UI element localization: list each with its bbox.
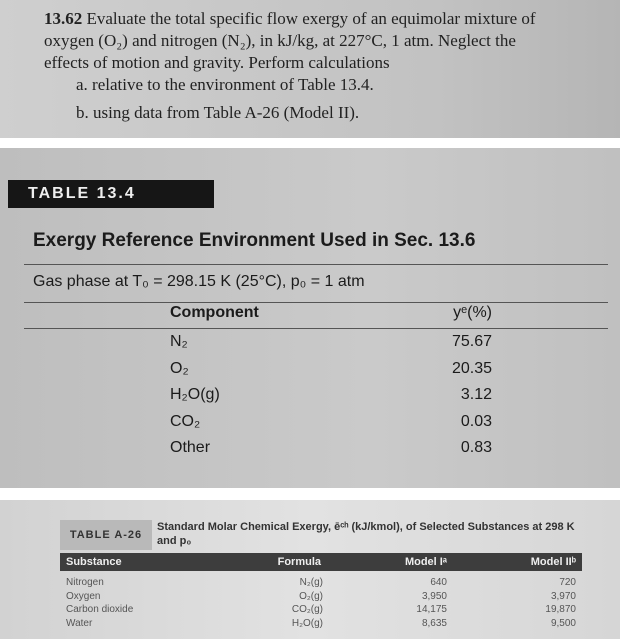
table-title: Exergy Reference Environment Used in Sec. 13.6 bbox=[33, 230, 476, 251]
mole-fraction-cell: 3.12 bbox=[460, 386, 492, 403]
part-text: using data from Table A-26 (Model II). bbox=[93, 103, 360, 122]
substance-cell: Nitrogen bbox=[66, 577, 104, 588]
component-cell: N₂ bbox=[170, 333, 188, 350]
component-cell: CO₂ bbox=[170, 412, 201, 430]
formula-cell: N₂(g) bbox=[299, 577, 323, 588]
model-ii-cell: 3,970 bbox=[550, 590, 576, 602]
problem-statement bbox=[44, 8, 564, 74]
formula-cell: H₂O(g) bbox=[291, 617, 323, 629]
part-b bbox=[76, 102, 359, 124]
model-i-cell: 3,950 bbox=[421, 590, 447, 602]
divider bbox=[24, 328, 608, 329]
mole-fraction-cell: 75.67 bbox=[451, 333, 492, 350]
table-a26-panel bbox=[0, 500, 620, 639]
column-header: Formula bbox=[277, 556, 321, 568]
part-label: b. bbox=[76, 103, 89, 122]
formula-cell: CO₂(g) bbox=[291, 604, 323, 615]
model-ii-cell: 720 bbox=[559, 577, 576, 588]
column-header: Component bbox=[170, 304, 259, 321]
table-header bbox=[60, 553, 582, 571]
part-a bbox=[76, 74, 374, 96]
mole-fraction-cell: 0.03 bbox=[460, 412, 492, 430]
model-ii-cell: 19,870 bbox=[545, 604, 576, 615]
mole-fraction-cell: 20.35 bbox=[451, 359, 492, 377]
problem-number: 13.62 bbox=[44, 9, 83, 28]
model-ii-cell: 9,500 bbox=[550, 617, 576, 629]
table-13-4-panel bbox=[0, 148, 620, 488]
problem-panel bbox=[0, 0, 620, 138]
part-label: a. bbox=[76, 75, 88, 94]
part-text: relative to the environment of Table 13.4. bbox=[92, 75, 374, 94]
model-i-cell: 640 bbox=[430, 577, 447, 588]
problem-text: Evaluate the total specific flow exergy of an equimolar mixture of oxygen (O₂) and nitrogen (N₂), in kJ/kg, at 227°C, 1 atm. Neglect the effects of motion and gravity. Perform calculations bbox=[44, 9, 536, 72]
column-header: Model Iᵃ bbox=[404, 556, 447, 568]
substance-cell: Oxygen bbox=[66, 590, 101, 602]
column-header: Model IIᵇ bbox=[530, 556, 576, 568]
component-cell: H₂O(g) bbox=[170, 386, 220, 403]
column-header: Substance bbox=[66, 556, 122, 568]
table-condition: Gas phase at T₀ = 298.15 K (25°C), p₀ = 1 atm bbox=[33, 273, 365, 290]
divider bbox=[24, 302, 608, 303]
table-label: TABLE 13.4 bbox=[8, 180, 214, 208]
component-cell: Other bbox=[170, 439, 211, 456]
formula-cell: O₂(g) bbox=[299, 590, 323, 602]
substance-cell: Carbon dioxide bbox=[66, 604, 134, 615]
table-title: Standard Molar Chemical Exergy, ēᶜʰ (kJ/kmol), of Selected Substances at 298 K and p₀ bbox=[157, 521, 575, 547]
column-header: yᵉ(%) bbox=[453, 304, 492, 321]
model-i-cell: 14,175 bbox=[416, 604, 447, 615]
component-cell: O₂ bbox=[170, 359, 189, 377]
table-label: TABLE A-26 bbox=[60, 520, 152, 550]
divider bbox=[24, 264, 608, 265]
substance-cell: Water bbox=[66, 617, 93, 629]
mole-fraction-cell: 0.83 bbox=[460, 439, 492, 456]
model-i-cell: 8,635 bbox=[421, 617, 447, 629]
